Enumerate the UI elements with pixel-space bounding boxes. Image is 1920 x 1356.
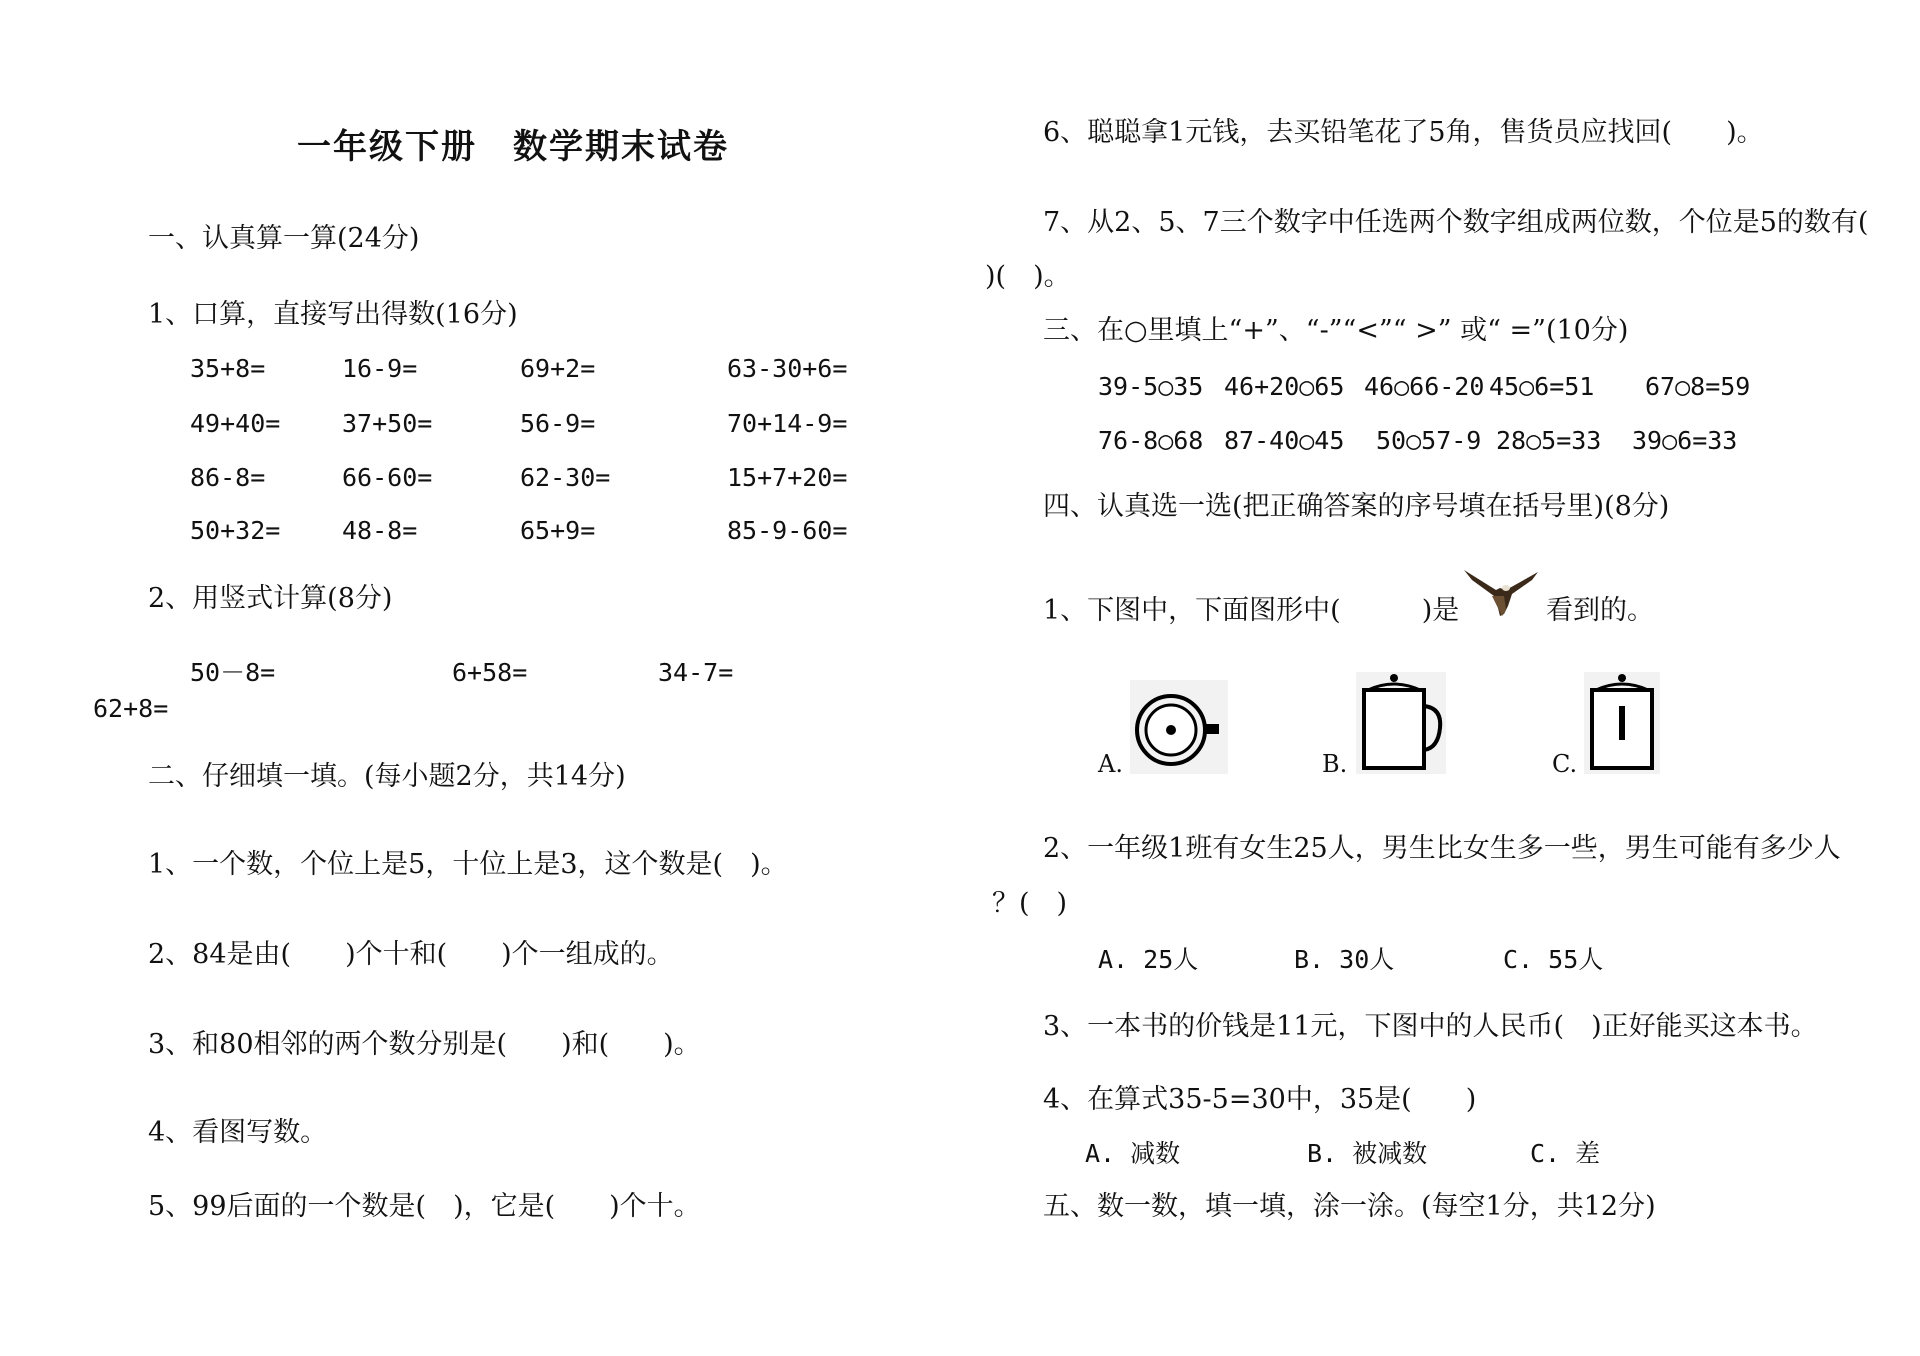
- vertical-calc-heading: 2、用竖式计算(8分): [148, 583, 393, 614]
- compare-item: 45○6=51: [1489, 372, 1595, 401]
- oral-item: 49+40=: [190, 409, 281, 438]
- choice-q2-text-cont: ？( ): [992, 888, 1068, 919]
- compare-item: 39-5○35: [1098, 372, 1204, 401]
- choice-q2-option: A. 25人: [1098, 945, 1199, 974]
- oral-item: 62-30=: [520, 463, 611, 492]
- oral-item: 65+9=: [520, 516, 596, 545]
- compare-item: 50○57-9: [1376, 426, 1482, 455]
- vertical-item: 50－8=: [190, 658, 276, 687]
- oral-item: 37+50=: [342, 409, 433, 438]
- bird-icon: [1462, 566, 1542, 620]
- option-b-label: B.: [1322, 750, 1348, 778]
- compare-item: 46+20○65: [1224, 372, 1345, 401]
- oral-item: 16-9=: [342, 354, 418, 383]
- option-c-label: C.: [1552, 750, 1578, 778]
- choice-q2-option: B. 30人: [1294, 945, 1395, 974]
- fill-item: 4、看图写数。: [148, 1117, 328, 1148]
- oral-item: 15+7+20=: [727, 463, 848, 492]
- compare-item: 76-8○68: [1098, 426, 1204, 455]
- cup-front-view-icon: [1584, 672, 1660, 774]
- oral-item: 69+2=: [520, 354, 596, 383]
- choice-q3-text: 3、一本书的价钱是11元，下图中的人民币( )正好能买这本书。: [1043, 1011, 1818, 1042]
- compare-item: 87-40○45: [1224, 426, 1345, 455]
- choice-q1-text-end: 看到的。: [1546, 595, 1654, 626]
- oral-item: 50+32=: [190, 516, 281, 545]
- section1-heading: 一、认真算一算(24分): [148, 223, 420, 254]
- fill-item: 3、和80相邻的两个数分别是( )和( )。: [148, 1029, 701, 1060]
- choice-q2-text: 2、一年级1班有女生25人，男生比女生多一些，男生可能有多少人: [1043, 833, 1841, 864]
- choice-q4-text: 4、在算式35-5=30中，35是( ): [1043, 1084, 1477, 1115]
- section3-heading: 三、在○里填上“+”、“-”“<”“ >” 或“ =”(10分): [1043, 315, 1629, 346]
- fill-item: 5、99后面的一个数是( )，它是( )个十。: [148, 1191, 701, 1222]
- oral-item: 70+14-9=: [727, 409, 848, 438]
- oral-item: 48-8=: [342, 516, 418, 545]
- fill-item: 2、84是由( )个十和( )个一组成的。: [148, 939, 674, 970]
- choice-q4-option: B. 被减数: [1307, 1139, 1428, 1168]
- oral-item: 63-30+6=: [727, 354, 848, 383]
- compare-item: 67○8=59: [1645, 372, 1751, 401]
- fill-item: 1、一个数，个位上是5，十位上是3，这个数是( )。: [148, 849, 788, 880]
- cup-side-view-icon: [1356, 672, 1446, 774]
- page-title: 一年级下册 数学期末试卷: [297, 127, 729, 167]
- oral-item: 86-8=: [190, 463, 266, 492]
- vertical-item: 62+8=: [93, 694, 169, 723]
- compare-item: 39○6=33: [1632, 426, 1738, 455]
- compare-item: 46○66-20: [1364, 372, 1485, 401]
- vertical-item: 34-7=: [658, 658, 734, 687]
- section5-heading: 五、数一数，填一填，涂一涂。(每空1分，共12分): [1043, 1191, 1656, 1222]
- choice-q2-option: C. 55人: [1503, 945, 1604, 974]
- section4-heading: 四、认真选一选(把正确答案的序号填在括号里)(8分): [1043, 491, 1670, 522]
- oral-calc-heading: 1、口算，直接写出得数(16分): [148, 299, 518, 330]
- compare-item: 28○5=33: [1496, 426, 1602, 455]
- oral-item: 35+8=: [190, 354, 266, 383]
- oral-item: 85-9-60=: [727, 516, 848, 545]
- choice-q4-option: C. 差: [1530, 1139, 1601, 1168]
- fill-item-continuation: )( )。: [985, 261, 1071, 292]
- section2-heading: 二、仔细填一填。(每小题2分，共14分): [148, 761, 626, 792]
- choice-q4-option: A. 减数: [1085, 1139, 1181, 1168]
- choice-q1-text: 1、下图中，下面图形中( )是: [1043, 595, 1460, 626]
- oral-item: 66-60=: [342, 463, 433, 492]
- cup-top-view-icon: [1130, 680, 1228, 774]
- fill-item: 7、从2、5、7三个数字中任选两个数字组成两位数，个位是5的数有(: [1043, 207, 1869, 238]
- oral-item: 56-9=: [520, 409, 596, 438]
- option-a-label: A.: [1098, 750, 1123, 778]
- fill-item: 6、聪聪拿1元钱，去买铅笔花了5角，售货员应找回( )。: [1043, 117, 1764, 148]
- vertical-item: 6+58=: [452, 658, 528, 687]
